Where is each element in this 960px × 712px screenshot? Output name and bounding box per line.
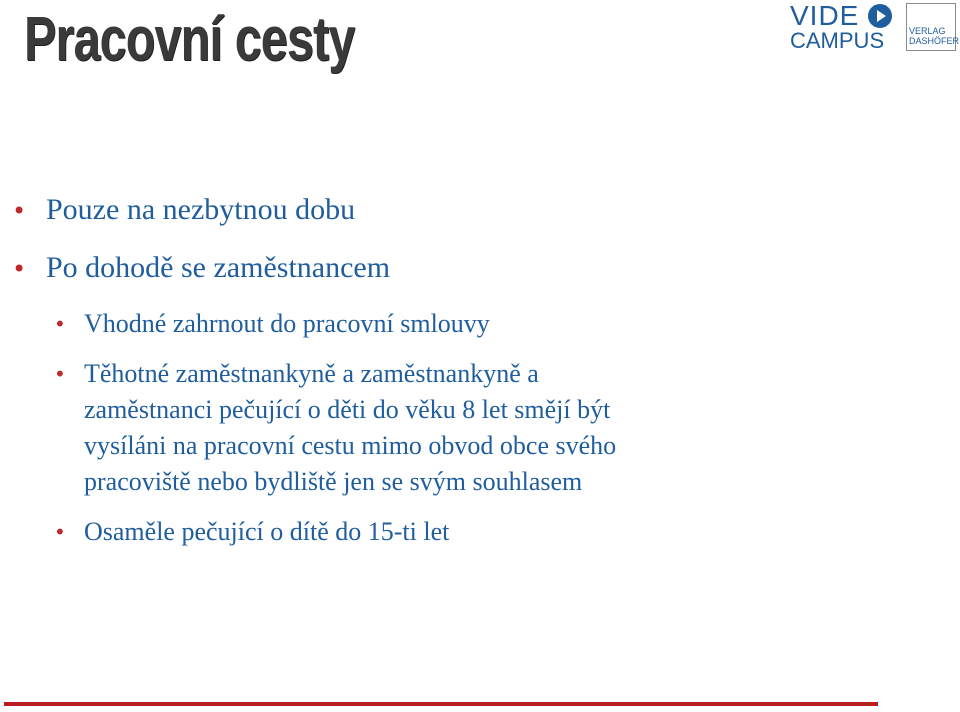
play-icon <box>867 3 893 29</box>
sub-bullet-text: Osaměle pečující o dítě do 15-ti let <box>84 517 450 546</box>
sub-bullet-item <box>0 356 824 500</box>
publisher-logo <box>906 3 960 51</box>
bullet-item <box>0 248 960 288</box>
publisher-line-1: VERLAG <box>909 26 946 36</box>
sub-bullet-item <box>0 514 824 550</box>
bullet-dot-icon: • <box>12 197 27 225</box>
sub-bullet-text-line: zaměstnanci pečující o děti do věku 8 let smějí být <box>84 395 611 424</box>
bullet-item <box>0 190 960 230</box>
bullet-list <box>0 190 960 564</box>
slide-title: Pracovní cesty <box>24 5 355 74</box>
sub-bullet-text: Vhodné zahrnout do pracovní smlouvy <box>84 309 490 338</box>
logo-campus-text: CAMPUS <box>790 28 885 53</box>
sub-bullet-text-line: vysíláni na pracovní cestu mimo obvod obce svého <box>84 431 617 460</box>
footer-bar <box>4 702 878 706</box>
sub-bullet-item <box>0 306 824 342</box>
bullet-dot-icon: • <box>54 520 66 544</box>
sub-bullet-text-line: Těhotné zaměstnankyně a zaměstnankyně a <box>84 359 539 388</box>
videocampus-logo <box>790 2 894 54</box>
sub-bullet-text-line: pracoviště nebo bydliště jen se svým souhlasem <box>84 467 583 496</box>
bullet-dot-icon: • <box>54 312 66 336</box>
bullet-text: Po dohodě se zaměstnancem <box>46 251 391 284</box>
bullet-dot-icon: • <box>12 255 27 283</box>
publisher-line-2: DASHÖFER <box>909 36 960 46</box>
bullet-text: Pouze na nezbytnou dobu <box>46 193 356 226</box>
logo-video-text: VIDE <box>790 0 860 31</box>
bullet-dot-icon: • <box>54 362 66 386</box>
